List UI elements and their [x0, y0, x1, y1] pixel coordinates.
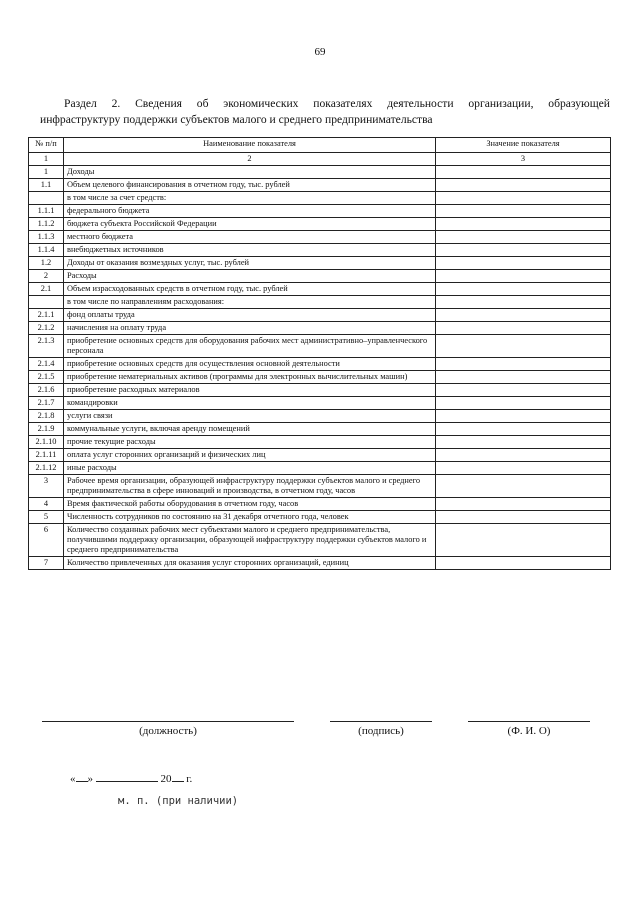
row-number: 2.1.12 [29, 462, 64, 475]
table-row [29, 205, 611, 218]
page-number: 69 [314, 46, 326, 58]
row-indicator-name: Расходы [64, 270, 436, 283]
section-heading-line-2: инфраструктуру поддержки субъектов малого и среднего предпринимательства [40, 113, 433, 126]
row-number: 2.1.9 [29, 423, 64, 436]
table-row [29, 296, 611, 309]
row-indicator-name: коммунальные услуги, включая аренду помещений [64, 423, 436, 436]
row-indicator-name: оплата услуг сторонних организаций и физических лиц [64, 449, 436, 462]
row-indicator-name: Доходы [64, 166, 436, 179]
row-indicator-name: федерального бюджета [64, 205, 436, 218]
row-indicator-name: Количество созданных рабочих мест субъектами малого и среднего предпринимательства, получившими поддержку организации, образующей инфраструктуру поддержки субъектов малого и среднего предпринимательства [64, 524, 436, 557]
row-indicator-value[interactable] [436, 358, 611, 371]
row-indicator-value[interactable] [436, 410, 611, 423]
year-suffix: г. [186, 773, 193, 785]
row-indicator-value[interactable] [436, 524, 611, 557]
row-number: 1.1.3 [29, 231, 64, 244]
row-indicator-name: командировки [64, 397, 436, 410]
column-number-row [29, 153, 611, 166]
table-body [29, 153, 611, 570]
row-indicator-value[interactable] [436, 436, 611, 449]
row-number: 1.1 [29, 179, 64, 192]
row-indicator-name: иные расходы [64, 462, 436, 475]
row-indicator-value[interactable] [436, 309, 611, 322]
row-number: 2.1.10 [29, 436, 64, 449]
row-number [29, 192, 64, 205]
header-indicator-name: Наименование показателя [64, 138, 436, 153]
row-indicator-value[interactable] [436, 270, 611, 283]
row-indicator-name: Объем целевого финансирования в отчетном году, тыс. рублей [64, 179, 436, 192]
row-number: 6 [29, 524, 64, 557]
year-blank [172, 771, 184, 782]
row-indicator-value[interactable] [436, 179, 611, 192]
row-indicator-name: приобретение расходных материалов [64, 384, 436, 397]
row-number: 2.1.5 [29, 371, 64, 384]
column-number: 2 [64, 153, 436, 166]
full-name-line [468, 721, 590, 722]
row-indicator-value[interactable] [436, 557, 611, 570]
day-blank [76, 771, 88, 782]
row-indicator-value[interactable] [436, 283, 611, 296]
table-row [29, 218, 611, 231]
indicators-table [28, 137, 611, 570]
row-indicator-name: приобретение нематериальных активов (программы для электронных вычислительных машин) [64, 371, 436, 384]
row-indicator-name: услуги связи [64, 410, 436, 423]
row-indicator-name: в том числе по направлениям расходования: [64, 296, 436, 309]
row-number: 2.1.2 [29, 322, 64, 335]
row-indicator-name: бюджета субъекта Российской Федерации [64, 218, 436, 231]
table-row [29, 423, 611, 436]
table-row [29, 322, 611, 335]
header-indicator-value: Значение показателя [436, 138, 611, 153]
signature-label: (подпись) [358, 725, 404, 737]
year-prefix: 20 [160, 773, 172, 785]
position-label: (должность) [139, 725, 197, 737]
header-number: № п/п [29, 138, 64, 153]
row-number: 2.1.1 [29, 309, 64, 322]
table-row [29, 358, 611, 371]
row-number: 1.2 [29, 257, 64, 270]
table-row [29, 335, 611, 358]
row-indicator-value[interactable] [436, 384, 611, 397]
table-row [29, 231, 611, 244]
row-number: 1 [29, 166, 64, 179]
table-row [29, 166, 611, 179]
row-number: 4 [29, 498, 64, 511]
table-row [29, 498, 611, 511]
row-number: 2.1.4 [29, 358, 64, 371]
row-indicator-name: Рабочее время организации, образующей инфраструктуру поддержки субъектов малого и среднего предпринимательства в сфере инноваций и производства, в отчетном году, часов [64, 475, 436, 498]
position-line [42, 721, 294, 722]
table-row [29, 384, 611, 397]
row-indicator-name: приобретение основных средств для осуществления основной деятельности [64, 358, 436, 371]
row-number: 2.1.3 [29, 335, 64, 358]
row-number: 1.1.1 [29, 205, 64, 218]
stamp-note: м. п. (при наличии) [118, 795, 239, 807]
table-row [29, 511, 611, 524]
signature-line [330, 721, 432, 722]
row-indicator-value[interactable] [436, 449, 611, 462]
date-open-quote: « [70, 773, 76, 785]
table-row [29, 309, 611, 322]
table-row [29, 270, 611, 283]
row-indicator-name: Доходы от оказания возмездных услуг, тыс. рублей [64, 257, 436, 270]
row-indicator-name: прочие текущие расходы [64, 436, 436, 449]
table-row [29, 524, 611, 557]
table-row [29, 449, 611, 462]
row-indicator-name: в том числе за счет средств: [64, 192, 436, 205]
row-indicator-name: фонд оплаты труда [64, 309, 436, 322]
date-line [70, 771, 192, 785]
row-indicator-name: приобретение основных средств для оборудования рабочих мест административно–управленческого персонала [64, 335, 436, 358]
row-number: 2.1.8 [29, 410, 64, 423]
row-indicator-value[interactable] [436, 218, 611, 231]
row-indicator-name: Время фактической работы оборудования в отчетном году, часов [64, 498, 436, 511]
full-name-label: (Ф. И. О) [507, 725, 551, 737]
row-indicator-value[interactable] [436, 498, 611, 511]
table-row [29, 436, 611, 449]
table-row [29, 283, 611, 296]
table-row [29, 557, 611, 570]
row-number: 1.1.2 [29, 218, 64, 231]
column-number: 1 [29, 153, 64, 166]
row-indicator-value[interactable] [436, 462, 611, 475]
row-number: 2.1.7 [29, 397, 64, 410]
row-indicator-name: Количество привлеченных для оказания услуг сторонних организаций, единиц [64, 557, 436, 570]
column-number: 3 [436, 153, 611, 166]
row-number: 2.1 [29, 283, 64, 296]
row-indicator-value[interactable] [436, 371, 611, 384]
row-indicator-name: Объем израсходованных средств в отчетном году, тыс. рублей [64, 283, 436, 296]
row-indicator-name: внебюджетных источников [64, 244, 436, 257]
table-row [29, 410, 611, 423]
row-indicator-value[interactable] [436, 244, 611, 257]
table-row [29, 397, 611, 410]
row-indicator-value[interactable] [436, 166, 611, 179]
table-row [29, 179, 611, 192]
row-number: 1.1.4 [29, 244, 64, 257]
table-row [29, 462, 611, 475]
row-indicator-name: начисления на оплату труда [64, 322, 436, 335]
table-row [29, 475, 611, 498]
row-indicator-value[interactable] [436, 231, 611, 244]
row-indicator-value[interactable] [436, 335, 611, 358]
row-number: 5 [29, 511, 64, 524]
row-number [29, 296, 64, 309]
row-indicator-value[interactable] [436, 205, 611, 218]
section-heading-line-1: Раздел 2. Сведения об экономических показателях деятельности организации, образующей [64, 97, 610, 110]
table-header-row [29, 138, 611, 153]
table-row [29, 192, 611, 205]
row-number: 2.1.6 [29, 384, 64, 397]
month-blank [96, 771, 158, 782]
row-indicator-name: Численность сотрудников по состоянию на 31 декабря отчетного года, человек [64, 511, 436, 524]
section-heading [40, 96, 610, 128]
row-indicator-value[interactable] [436, 322, 611, 335]
row-indicator-value[interactable] [436, 397, 611, 410]
row-number: 3 [29, 475, 64, 498]
row-indicator-name: местного бюджета [64, 231, 436, 244]
table-row [29, 244, 611, 257]
table-row [29, 257, 611, 270]
row-indicator-value[interactable] [436, 296, 611, 309]
row-number: 7 [29, 557, 64, 570]
row-indicator-value[interactable] [436, 257, 611, 270]
row-number: 2 [29, 270, 64, 283]
row-indicator-value[interactable] [436, 423, 611, 436]
row-indicator-value[interactable] [436, 475, 611, 498]
date-close-quote: » [87, 773, 93, 785]
row-indicator-value[interactable] [436, 511, 611, 524]
row-number: 2.1.11 [29, 449, 64, 462]
table-row [29, 371, 611, 384]
row-indicator-value[interactable] [436, 192, 611, 205]
